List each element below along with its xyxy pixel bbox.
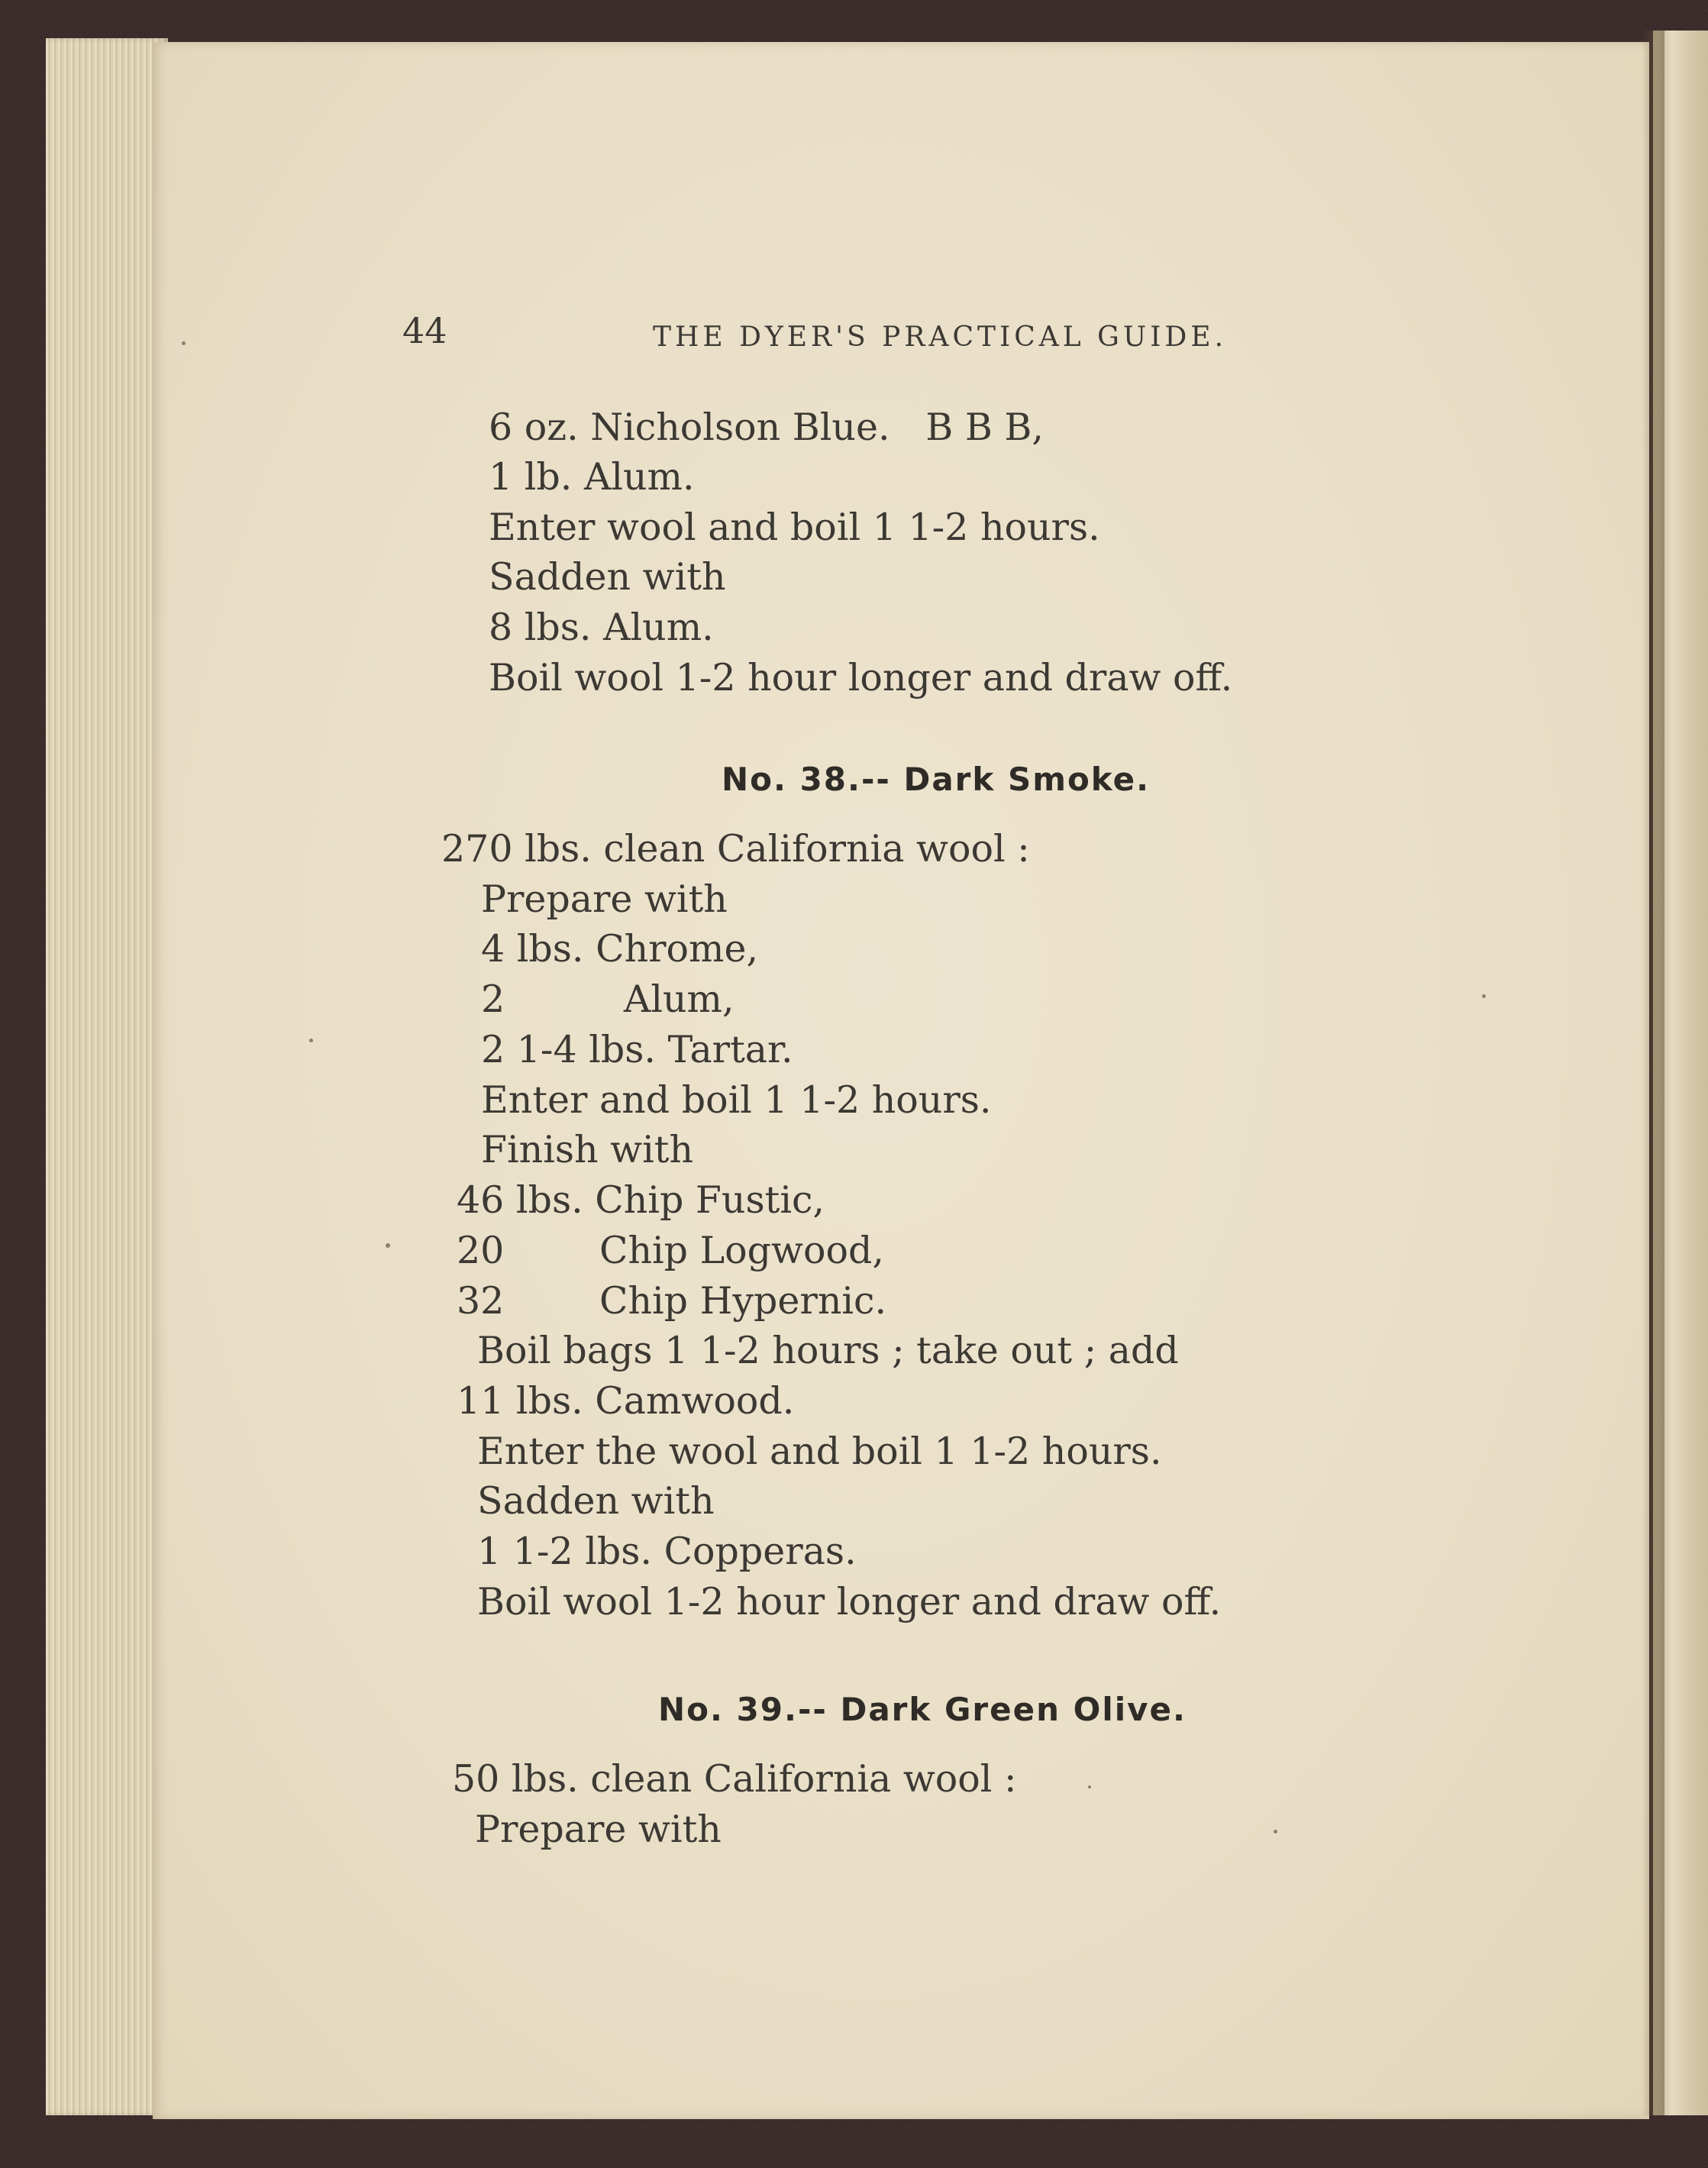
recipe-step: Enter the wool and boil 1 1-2 hours.: [477, 1430, 1162, 1473]
recipe-step: 46 lbs. Chip Fustic,: [457, 1178, 825, 1222]
text-line: 8 lbs. Alum.: [489, 606, 714, 649]
text-line: 6 oz. Nicholson Blue. B B B,: [489, 405, 1044, 449]
recipe-step: 2 Alum,: [481, 977, 735, 1021]
paper-speck: [182, 341, 186, 345]
recipe-heading: No. 39.-- Dark Green Olive.: [658, 1691, 1187, 1728]
recipe-intro: 50 lbs. clean California wool :: [452, 1757, 1017, 1801]
recipe-step: Finish with: [481, 1128, 694, 1171]
recipe-step: 32 Chip Hypernic.: [457, 1279, 887, 1323]
recipe-step: Prepare with: [481, 877, 728, 921]
paper-speck: [386, 1243, 390, 1248]
recipe-step: 2 1-4 lbs. Tartar.: [481, 1028, 793, 1071]
paper-speck: [1088, 1785, 1091, 1788]
text-line: Enter wool and boil 1 1-2 hours.: [489, 506, 1100, 549]
recipe-step: 11 lbs. Camwood.: [457, 1379, 795, 1423]
recipe-step: Enter and boil 1 1-2 hours.: [481, 1078, 992, 1122]
recipe-step: Boil wool 1-2 hour longer and draw off.: [477, 1580, 1222, 1624]
page-gutter: [1642, 31, 1664, 2115]
recipe-step: 4 lbs. Chrome,: [481, 927, 759, 971]
recipe-intro: 270 lbs. clean California wool :: [441, 827, 1030, 871]
text-line: 1 lb. Alum.: [489, 455, 695, 499]
page-number: 44: [402, 310, 447, 351]
paper-speck: [1274, 1830, 1277, 1834]
paper-speck: [1482, 994, 1486, 998]
recipe-step: Boil bags 1 1-2 hours ; take out ; add: [477, 1329, 1179, 1372]
recipe-step: Prepare with: [475, 1808, 722, 1851]
running-head: THE DYER'S PRACTICAL GUIDE.: [653, 321, 1228, 353]
paper-speck: [309, 1039, 313, 1042]
recipe-heading: No. 38.-- Dark Smoke.: [722, 761, 1151, 798]
recipe-step: Sadden with: [477, 1479, 715, 1523]
recipe-step: 20 Chip Logwood,: [457, 1229, 884, 1272]
page-edges-left: [46, 38, 168, 2115]
text-line: Sadden with: [489, 555, 726, 599]
recipe-step: 1 1-2 lbs. Copperas.: [477, 1530, 857, 1573]
text-line: Boil wool 1-2 hour longer and draw off.: [489, 656, 1233, 700]
